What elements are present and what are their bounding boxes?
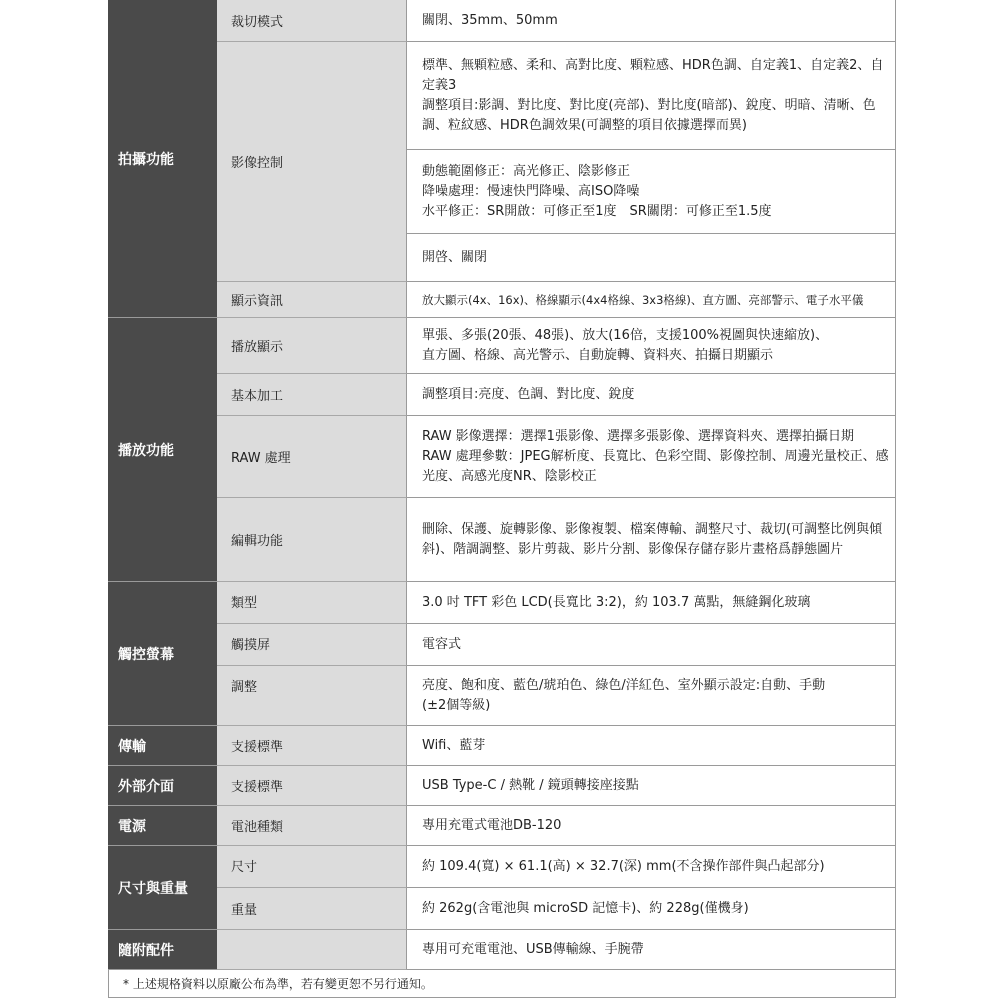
category-interface: 外部介面 <box>108 766 217 806</box>
spec-table <box>108 0 896 1000</box>
value-image-control-corrections: 動態範圍修正：高光修正、陰影修正 降噪處理：慢速快門降噪、高ISO降噪 水平修正：SR開啟：可修正至1度 SR關閉：可修正至1.5度 <box>407 150 896 234</box>
value-dimensions: 約 109.4(寬) × 61.1(高) × 32.7(深) mm(不含操作部件與凸起部分) <box>407 846 896 888</box>
label-transfer-standard: 支援標準 <box>217 726 407 766</box>
label-image-control: 影像控制 <box>217 42 407 282</box>
label-basic-edit: 基本加工 <box>217 374 407 416</box>
value-touch-panel: 電容式 <box>407 624 896 666</box>
value-battery-type: 專用充電式電池DB-120 <box>407 806 896 846</box>
label-edit-functions: 編輯功能 <box>217 498 407 582</box>
value-weight: 約 262g(含電池與 microSD 記憶卡)、約 228g(僅機身) <box>407 888 896 930</box>
category-playback: 播放功能 <box>108 318 217 582</box>
label-display-info: 顯示資訊 <box>217 282 407 318</box>
value-playback-display: 單張、多張(20張、48張)、放大(16倍，支援100%視圖與快速縮放)、 直方圖、格線、高光警示、自動旋轉、資料夾、拍攝日期顯示 <box>407 318 896 374</box>
value-type: 3.0 吋 TFT 彩色 LCD(長寬比 3:2)，約 103.7 萬點，無縫鋼化玻璃 <box>407 582 896 624</box>
label-type: 類型 <box>217 582 407 624</box>
value-adjust: 亮度、飽和度、藍色/琥珀色、綠色/洋紅色、室外顯示設定:自動、手動 (±2個等級) <box>407 666 896 726</box>
category-transfer: 傳輸 <box>108 726 217 766</box>
value-edit-functions: 刪除、保護、旋轉影像、影像複製、檔案傳輸、調整尺寸、裁切(可調整比例與傾斜)、階調調整、影片剪裁、影片分割、影像保存儲存影片畫格爲靜態圖片 <box>407 498 896 582</box>
label-crop-mode: 裁切模式 <box>217 0 407 42</box>
value-display-info: 放大顯示(4x、16x)、格線顯示(4x4格線、3x3格線)、直方圖、亮部警示、電子水平儀 <box>407 282 896 318</box>
label-touch-panel: 觸摸屏 <box>217 624 407 666</box>
label-dimensions: 尺寸 <box>217 846 407 888</box>
label-accessories <box>217 930 407 970</box>
value-raw-processing: RAW 影像選擇：選擇1張影像、選擇多張影像、選擇資料夾、選擇拍攝日期 RAW 處理參數：JPEG解析度、長寬比、色彩空間、影像控制、周邊光量校正、感光度、高感光度NR、陰影校正 <box>407 416 896 498</box>
value-accessories: 專用可充電電池、USB傳輸線、手腕帶 <box>407 930 896 970</box>
value-image-control-toggle: 開啓、關閉 <box>407 234 896 282</box>
label-weight: 重量 <box>217 888 407 930</box>
label-playback-display: 播放顯示 <box>217 318 407 374</box>
label-adjust: 調整 <box>217 666 407 726</box>
category-power: 電源 <box>108 806 217 846</box>
value-image-control-styles: 標準、無顆粒感、柔和、高對比度、顆粒感、HDR色調、自定義1、自定義2、自定義3 調整項目:影調、對比度、對比度(亮部)、對比度(暗部)、銳度、明暗、清晰、色調、粒紋感、HDR色調效果(可調整的項目依據選擇而異) <box>407 42 896 150</box>
value-interface-standard: USB Type-C / 熱靴 / 鏡頭轉接座接點 <box>407 766 896 806</box>
value-transfer-standard: Wifi、藍芽 <box>407 726 896 766</box>
label-battery-type: 電池種類 <box>217 806 407 846</box>
value-basic-edit: 調整項目:亮度、色調、對比度、銳度 <box>407 374 896 416</box>
footnote: * 上述規格資料以原廠公布為準，若有變更恕不另行通知。 <box>108 970 896 998</box>
category-size-weight: 尺寸與重量 <box>108 846 217 930</box>
category-touch-screen: 觸控螢幕 <box>108 582 217 726</box>
label-raw-processing: RAW 處理 <box>217 416 407 498</box>
category-accessories: 隨附配件 <box>108 930 217 970</box>
value-crop-mode: 關閉、35mm、50mm <box>407 0 896 42</box>
category-shooting: 拍攝功能 <box>108 0 217 318</box>
label-interface-standard: 支援標準 <box>217 766 407 806</box>
